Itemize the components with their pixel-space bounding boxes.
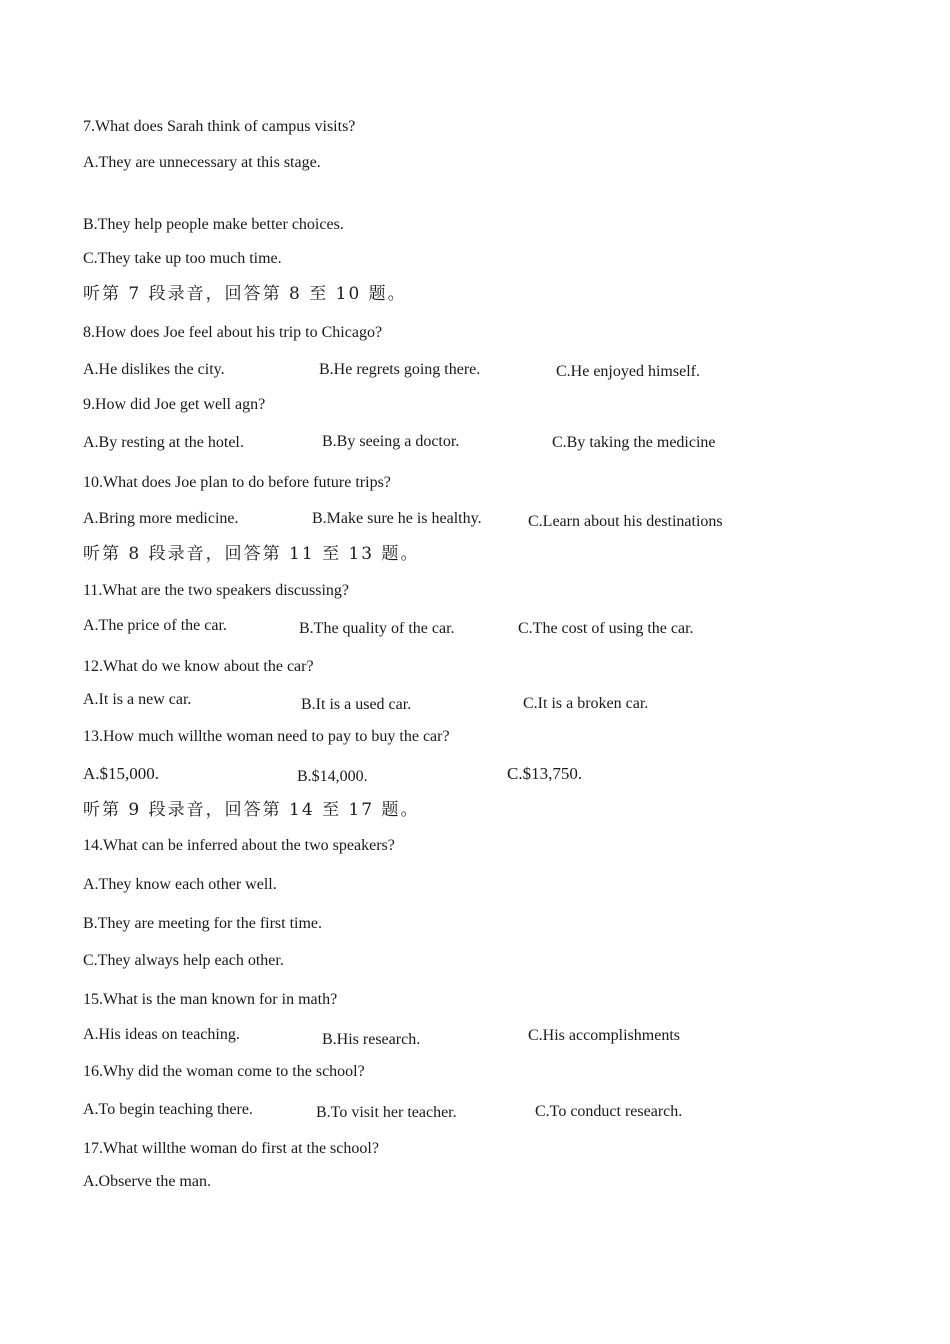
section-8-heading: 听第 8 段录音，回答第 11 至 13 题。 <box>83 544 420 564</box>
q12-option-a: A.It is a new car. <box>83 691 192 708</box>
q8-option-c: C.He enjoyed himself. <box>556 363 700 380</box>
q15-option-a: A.His ideas on teaching. <box>83 1026 240 1043</box>
q15-stem: 15.What is the man known for in math? <box>83 991 338 1008</box>
q7-option-b: B.They help people make better choices. <box>83 216 344 233</box>
q7-stem: 7.What does Sarah think of campus visits? <box>83 118 356 135</box>
q10-option-a: A.Bring more medicine. <box>83 510 239 527</box>
q13-option-a: A.$15,000. <box>83 764 160 783</box>
q16-stem: 16.Why did the woman come to the school? <box>83 1063 365 1080</box>
q17-stem: 17.What willthe woman do first at the school? <box>83 1140 379 1157</box>
q16-option-b: B.To visit her teacher. <box>316 1104 457 1121</box>
q11-option-a: A.The price of the car. <box>83 617 227 634</box>
q9-option-b: B.By seeing a doctor. <box>322 433 460 450</box>
q12-option-c: C.It is a broken car. <box>523 695 649 712</box>
q14-option-c: C.They always help each other. <box>83 952 284 969</box>
q8-option-a: A.He dislikes the city. <box>83 361 225 378</box>
q13-option-c: C.$13,750. <box>507 764 583 783</box>
q16-option-c: C.To conduct research. <box>535 1103 683 1120</box>
section-9-heading: 听第 9 段录音，回答第 14 至 17 题。 <box>83 800 420 820</box>
q8-option-b: B.He regrets going there. <box>319 361 481 378</box>
q15-option-c: C.His accomplishments <box>528 1027 680 1044</box>
q14-stem: 14.What can be inferred about the two speakers? <box>83 837 395 854</box>
q8-stem: 8.How does Joe feel about his trip to Chicago? <box>83 324 383 341</box>
q7-option-c: C.They take up too much time. <box>83 250 282 267</box>
q7-option-a: A.They are unnecessary at this stage. <box>83 154 321 171</box>
q10-option-c: C.Learn about his destinations <box>528 513 723 530</box>
q11-option-c: C.The cost of using the car. <box>518 620 694 637</box>
q9-stem: 9.How did Joe get well agn? <box>83 396 266 413</box>
q11-stem: 11.What are the two speakers discussing? <box>83 582 349 599</box>
q13-stem: 13.How much willthe woman need to pay to buy the car? <box>83 728 450 745</box>
q12-stem: 12.What do we know about the car? <box>83 658 314 675</box>
q9-option-c: C.By taking the medicine <box>552 434 716 451</box>
q14-option-b: B.They are meeting for the first time. <box>83 915 323 932</box>
q14-option-a: A.They know each other well. <box>83 876 277 893</box>
q13-option-b: B.$14,000. <box>297 768 368 785</box>
q11-option-b: B.The quality of the car. <box>299 620 455 637</box>
q16-option-a: A.To begin teaching there. <box>83 1101 253 1118</box>
q17-option-a: A.Observe the man. <box>83 1173 211 1190</box>
section-7-heading: 听第 7 段录音，回答第 8 至 10 题。 <box>83 284 407 304</box>
q12-option-b: B.It is a used car. <box>301 696 412 713</box>
q9-option-a: A.By resting at the hotel. <box>83 434 244 451</box>
q10-option-b: B.Make sure he is healthy. <box>312 510 482 527</box>
q15-option-b: B.His research. <box>322 1031 421 1048</box>
q10-stem: 10.What does Joe plan to do before future trips? <box>83 474 391 491</box>
